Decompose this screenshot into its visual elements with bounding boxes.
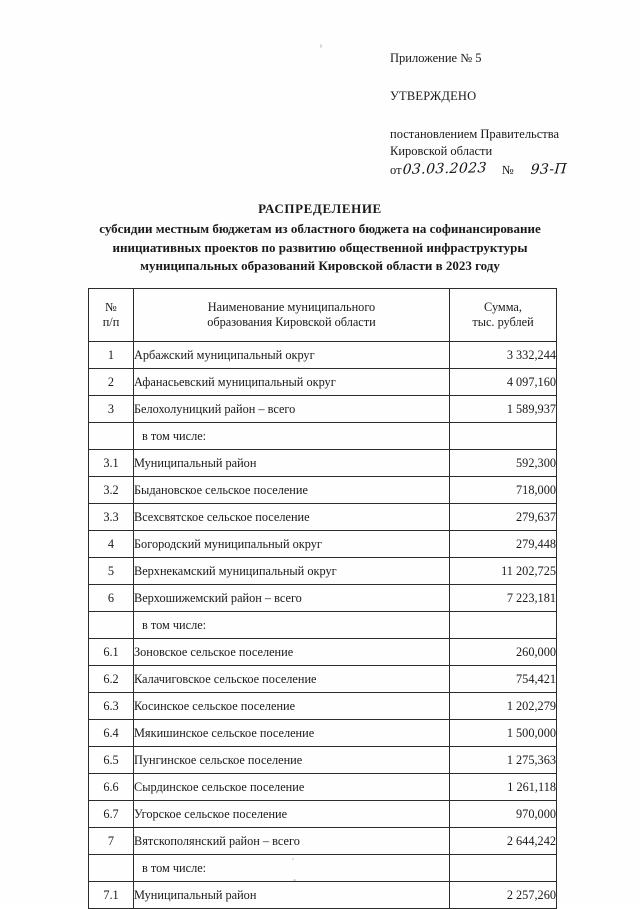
table-row (89, 801, 557, 828)
cell-sum: 1 261,118 (450, 774, 557, 801)
cell-sum: 1 275,363 (450, 747, 557, 774)
cell-municipality-name: Верхошижемский район – всего (134, 585, 450, 612)
cell-municipality-name: Быдановское сельское поселение (134, 477, 450, 504)
cell-number: 6.7 (89, 801, 134, 828)
distribution-table (88, 288, 557, 909)
cell-sum: 3 332,244 (450, 342, 557, 369)
cell-sum (450, 612, 557, 639)
cell-number: 6.5 (89, 747, 134, 774)
cell-number: 4 (89, 531, 134, 558)
column-header-number (89, 289, 134, 342)
title-block (0, 200, 640, 276)
table-row (89, 720, 557, 747)
table-row (89, 477, 557, 504)
cell-municipality-name: Муниципальный район (134, 882, 450, 909)
page-title: РАСПРЕДЕЛЕНИЕ (258, 201, 382, 216)
table-header-row (89, 289, 557, 342)
cell-number: 6 (89, 585, 134, 612)
cell-number: 6.2 (89, 666, 134, 693)
cell-municipality-name: Афанасьевский муниципальный округ (134, 369, 450, 396)
cell-sum (450, 423, 557, 450)
cell-municipality-name: Арбажский муниципальный округ (134, 342, 450, 369)
table-row (89, 369, 557, 396)
cell-number: 1 (89, 342, 134, 369)
table-row (89, 828, 557, 855)
decree-prefix: от (390, 162, 402, 177)
table-row (89, 639, 557, 666)
cell-sum: 4 097,160 (450, 369, 557, 396)
column-header-number-line-2: п/п (102, 315, 120, 329)
column-header-name (134, 289, 450, 342)
cell-sum: 1 500,000 (450, 720, 557, 747)
column-header-sum-line-2: тыс. рублей (472, 315, 534, 329)
scan-speck (320, 44, 322, 48)
decree-line-1: постановлением Правительства (390, 127, 560, 142)
cell-municipality-name: Всехсвятское сельское поселение (134, 504, 450, 531)
table-row (89, 666, 557, 693)
cell-sum: 1 589,937 (450, 396, 557, 423)
cell-number (89, 855, 134, 882)
cell-municipality-name: Мякишинское сельское поселение (134, 720, 450, 747)
cell-number: 6.1 (89, 639, 134, 666)
table-row (89, 504, 557, 531)
cell-sum: 260,000 (450, 639, 557, 666)
approval-header (390, 50, 620, 179)
cell-number: 6.3 (89, 693, 134, 720)
table-row (89, 693, 557, 720)
cell-sum: 2 644,242 (450, 828, 557, 855)
cell-municipality-name: в том числе: (134, 423, 450, 450)
table-row (89, 774, 557, 801)
cell-number (89, 423, 134, 450)
cell-sum (450, 855, 557, 882)
table-row (89, 342, 557, 369)
cell-municipality-name: Вятскополянский район – всего (134, 828, 450, 855)
decree-number-label: № (501, 162, 514, 177)
column-header-sum-line-1: Сумма, (484, 299, 522, 314)
decree-number-handwritten: 93-П (529, 160, 568, 178)
cell-sum: 2 257,260 (450, 882, 557, 909)
cell-number: 7 (89, 828, 134, 855)
cell-sum: 754,421 (450, 666, 557, 693)
cell-number: 3.3 (89, 504, 134, 531)
table-row (89, 882, 557, 909)
column-header-sum (450, 289, 557, 342)
decree-date-handwritten: 03.03.2023 (401, 159, 487, 178)
table-header (89, 289, 557, 342)
cell-municipality-name: Зоновское сельское поселение (134, 639, 450, 666)
table-row (89, 558, 557, 585)
cell-municipality-name: в том числе: (134, 612, 450, 639)
cell-sum: 718,000 (450, 477, 557, 504)
cell-municipality-name: Калачиговское сельское поселение (134, 666, 450, 693)
cell-sum: 11 202,725 (450, 558, 557, 585)
cell-number: 3.2 (89, 477, 134, 504)
cell-municipality-name: Сырдинское сельское поселение (134, 774, 450, 801)
column-header-name-line-1: Наименование муниципального (207, 299, 376, 314)
cell-number: 6.4 (89, 720, 134, 747)
cell-municipality-name: Верхнекамский муниципальный округ (134, 558, 450, 585)
subtitle-line-1: субсидии местным бюджетам из областного бюджета на софинансирование (99, 221, 541, 237)
cell-municipality-name: Пунгинское сельское поселение (134, 747, 450, 774)
cell-number: 6.6 (89, 774, 134, 801)
cell-number: 3.1 (89, 450, 134, 477)
cell-number: 3 (89, 396, 134, 423)
cell-municipality-name: Косинское сельское поселение (134, 693, 450, 720)
decree-line-2: Кировской области (390, 143, 493, 158)
cell-number: 2 (89, 369, 134, 396)
decree-date-row (390, 161, 620, 180)
cell-sum: 592,300 (450, 450, 557, 477)
table-row (89, 747, 557, 774)
cell-sum: 7 223,181 (450, 585, 557, 612)
cell-number: 7.1 (89, 882, 134, 909)
distribution-table-container (88, 288, 556, 909)
column-header-name-line-2: образования Кировской области (207, 315, 376, 329)
subtitle-line-2: инициативных проектов по развитию общественной инфраструктуры (112, 239, 528, 255)
table-row (89, 531, 557, 558)
cell-municipality-name: Угорское сельское поселение (134, 801, 450, 828)
cell-sum: 279,637 (450, 504, 557, 531)
table-row (89, 612, 557, 639)
table-row (89, 855, 557, 882)
cell-municipality-name: Богородский муниципальный округ (134, 531, 450, 558)
cell-municipality-name: Муниципальный район (134, 450, 450, 477)
cell-number (89, 612, 134, 639)
subtitle-line-3: муниципальных образований Кировской области в 2023 году (140, 258, 500, 274)
cell-municipality-name: в том числе: (134, 855, 450, 882)
approved-label: УТВЕРЖДЕНО (390, 88, 477, 103)
table-row (89, 585, 557, 612)
table-row (89, 423, 557, 450)
table-body (89, 342, 557, 909)
cell-sum: 279,448 (450, 531, 557, 558)
table-row (89, 396, 557, 423)
table-row (89, 450, 557, 477)
cell-sum: 1 202,279 (450, 693, 557, 720)
cell-municipality-name: Белохолуницкий район – всего (134, 396, 450, 423)
appendix-label: Приложение № 5 (390, 51, 482, 65)
column-header-number-line-1: № (105, 299, 117, 314)
cell-number: 5 (89, 558, 134, 585)
cell-sum: 970,000 (450, 801, 557, 828)
